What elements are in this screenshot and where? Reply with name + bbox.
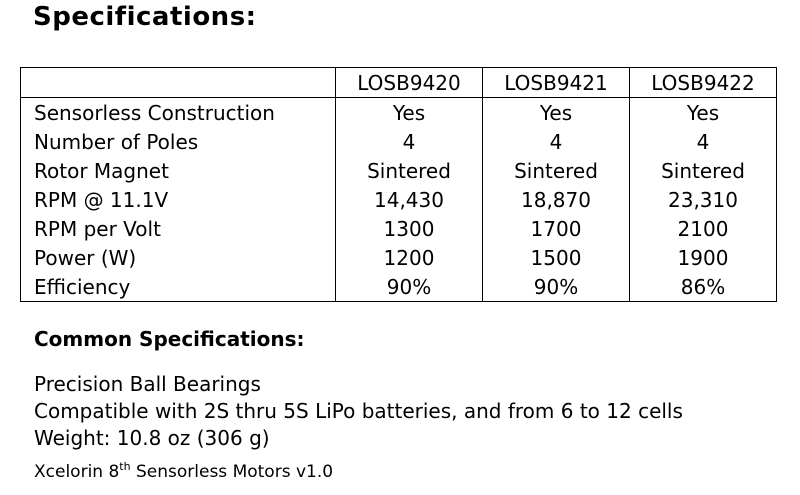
cell-value: 90% xyxy=(483,272,630,302)
cell-value: Sintered xyxy=(630,156,777,185)
cell-value: 2100 xyxy=(630,214,777,243)
cell-value: Sintered xyxy=(336,156,483,185)
cell-value: 1900 xyxy=(630,243,777,272)
table-row xyxy=(21,243,777,272)
model-header-losb9421: LOSB9421 xyxy=(483,68,630,98)
common-spec-item: Precision Ball Bearings xyxy=(34,372,261,396)
page-title: Specifications: xyxy=(33,2,257,32)
row-label: Number of Poles xyxy=(21,127,336,156)
cell-value: 14,430 xyxy=(336,185,483,214)
cell-value: Yes xyxy=(630,98,777,128)
cell-value: 1300 xyxy=(336,214,483,243)
row-label: RPM @ 11.1V xyxy=(21,185,336,214)
table-row xyxy=(21,185,777,214)
cell-value: 1700 xyxy=(483,214,630,243)
row-label: Rotor Magnet xyxy=(21,156,336,185)
table-row xyxy=(21,98,777,128)
specifications-table xyxy=(20,67,777,302)
footer-suffix: Sensorless Motors v1.0 xyxy=(130,462,334,482)
table-row xyxy=(21,156,777,185)
common-specifications-list xyxy=(34,371,683,452)
row-label: Sensorless Construction xyxy=(21,98,336,128)
row-label: Power (W) xyxy=(21,243,336,272)
common-spec-item: Compatible with 2S thru 5S LiPo batteries, and from 6 to 12 cells xyxy=(34,399,683,423)
table-row xyxy=(21,127,777,156)
model-header-losb9422: LOSB9422 xyxy=(630,68,777,98)
cell-value: 18,870 xyxy=(483,185,630,214)
table-header-row xyxy=(21,68,777,98)
cell-value: 4 xyxy=(336,127,483,156)
cell-value: 4 xyxy=(483,127,630,156)
footer-prefix: Xcelorin 8 xyxy=(34,462,120,482)
footer-superscript: th xyxy=(119,460,131,473)
cell-value: 23,310 xyxy=(630,185,777,214)
cell-value: Yes xyxy=(483,98,630,128)
common-specifications-heading: Common Specifications: xyxy=(34,327,305,351)
cell-value: 4 xyxy=(630,127,777,156)
cell-value: Sintered xyxy=(483,156,630,185)
cell-value: Yes xyxy=(336,98,483,128)
cell-value: 1500 xyxy=(483,243,630,272)
row-label: RPM per Volt xyxy=(21,214,336,243)
cell-value: 1200 xyxy=(336,243,483,272)
document-footer xyxy=(34,462,333,482)
table-corner-cell xyxy=(21,68,336,98)
table-row xyxy=(21,214,777,243)
table-row xyxy=(21,272,777,302)
cell-value: 86% xyxy=(630,272,777,302)
row-label: Efficiency xyxy=(21,272,336,302)
common-spec-item: Weight: 10.8 oz (306 g) xyxy=(34,426,270,450)
model-header-losb9420: LOSB9420 xyxy=(336,68,483,98)
cell-value: 90% xyxy=(336,272,483,302)
